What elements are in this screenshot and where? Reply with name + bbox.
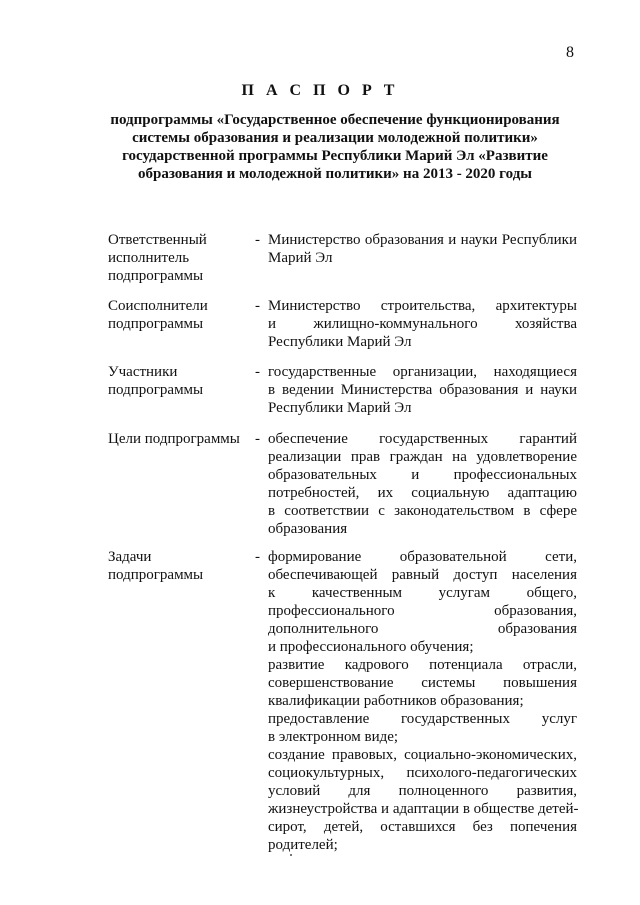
row-value-line: квалификации работников образования; xyxy=(268,693,524,709)
subtitle-line: государственной программы Республики Марий Эл «Развитие xyxy=(122,148,548,164)
row-value xyxy=(268,297,577,351)
row-label-line: Задачи xyxy=(108,549,152,565)
row-value-line: Республики Марий Эл xyxy=(268,334,412,350)
row-dash: - xyxy=(255,549,260,565)
passport-title: П А С П О Р Т xyxy=(241,82,399,99)
row-value xyxy=(268,363,577,417)
row-label-line: Соисполнители xyxy=(108,298,208,314)
row-label-line: подпрограммы xyxy=(108,382,204,398)
row-value-line: совершенствование системы повышения xyxy=(268,675,577,691)
passport-subtitle xyxy=(70,111,600,183)
row-value xyxy=(268,430,577,538)
row-value-line: социокультурных, психолого-педагогических xyxy=(268,765,577,781)
row-value-line: Министерство образования и науки Республики xyxy=(268,232,577,248)
row-value-line: формирование образовательной сети, xyxy=(268,549,577,565)
row-value-line: предоставление государственных услуг xyxy=(268,711,577,727)
subtitle-line: системы образования и реализации молодежной политики» xyxy=(132,130,538,146)
row-label-line: Цели подпрограммы xyxy=(108,431,240,447)
row-dash: - xyxy=(255,232,260,248)
row-value-line: и жилищно-коммунального хозяйства xyxy=(268,316,577,332)
row-value-line: в электронном виде; xyxy=(268,729,399,745)
row-value-line: обеспечение государственных гарантий xyxy=(268,431,577,447)
row-label-line: исполнитель xyxy=(108,250,190,266)
row-value-line: образовательных и профессиональных xyxy=(268,467,577,483)
row-value-line: в ведении Министерства образования и науки xyxy=(268,382,577,398)
row-value-line: Марий Эл xyxy=(268,250,333,266)
row-label xyxy=(108,430,258,448)
row-value-line: родителей; xyxy=(268,837,338,853)
row-value-line: потребностей, их социальную адаптацию xyxy=(268,485,577,501)
row-label-line: Ответственный xyxy=(108,232,207,248)
row-label xyxy=(108,231,258,285)
page-number: 8 xyxy=(566,44,574,61)
row-value-line: дополнительного образования xyxy=(268,621,577,637)
scan-speck xyxy=(290,854,292,856)
row-label-line: Участники xyxy=(108,364,178,380)
row-dash: - xyxy=(255,298,260,314)
row-label-line: подпрограммы xyxy=(108,268,204,284)
row-value-line: и профессионального обучения; xyxy=(268,639,474,655)
row-value xyxy=(268,231,577,267)
row-value-line: создание правовых, социально-экономических, xyxy=(268,747,577,763)
row-label xyxy=(108,548,258,584)
row-value-line: образования xyxy=(268,521,348,537)
row-dash: - xyxy=(255,431,260,447)
row-value-line: сирот, детей, оставшихся без попечения xyxy=(268,819,577,835)
row-value-line: к качественным услугам общего, xyxy=(268,585,577,601)
row-value-line: Республики Марий Эл xyxy=(268,400,412,416)
row-value-line: условий для полноценного развития, xyxy=(268,783,577,799)
row-label-line: подпрограммы xyxy=(108,567,204,583)
row-label xyxy=(108,363,258,399)
row-value-line: Министерство строительства, архитектуры xyxy=(268,298,577,314)
row-value-line: обеспечивающей равный доступ населения xyxy=(268,567,577,583)
subtitle-line: образования и молодежной политики» на 2013 - 2020 годы xyxy=(137,166,532,182)
row-value-line: профессионального образования, xyxy=(268,603,577,619)
row-value-line: развитие кадрового потенциала отрасли, xyxy=(268,657,577,673)
row-value-line: жизнеустройства и адаптации в обществе детей- xyxy=(268,801,579,817)
row-label xyxy=(108,297,258,333)
row-label-line: подпрограммы xyxy=(108,316,204,332)
row-value xyxy=(268,548,577,854)
row-value-line: государственные организации, находящиеся xyxy=(268,364,577,380)
subtitle-line: подпрограммы «Государственное обеспечение функционирования xyxy=(110,112,560,128)
row-dash: - xyxy=(255,364,260,380)
row-value-line: в соответствии с законодательством в сфере xyxy=(268,503,577,519)
row-value-line: реализации прав граждан на удовлетворение xyxy=(268,449,577,465)
